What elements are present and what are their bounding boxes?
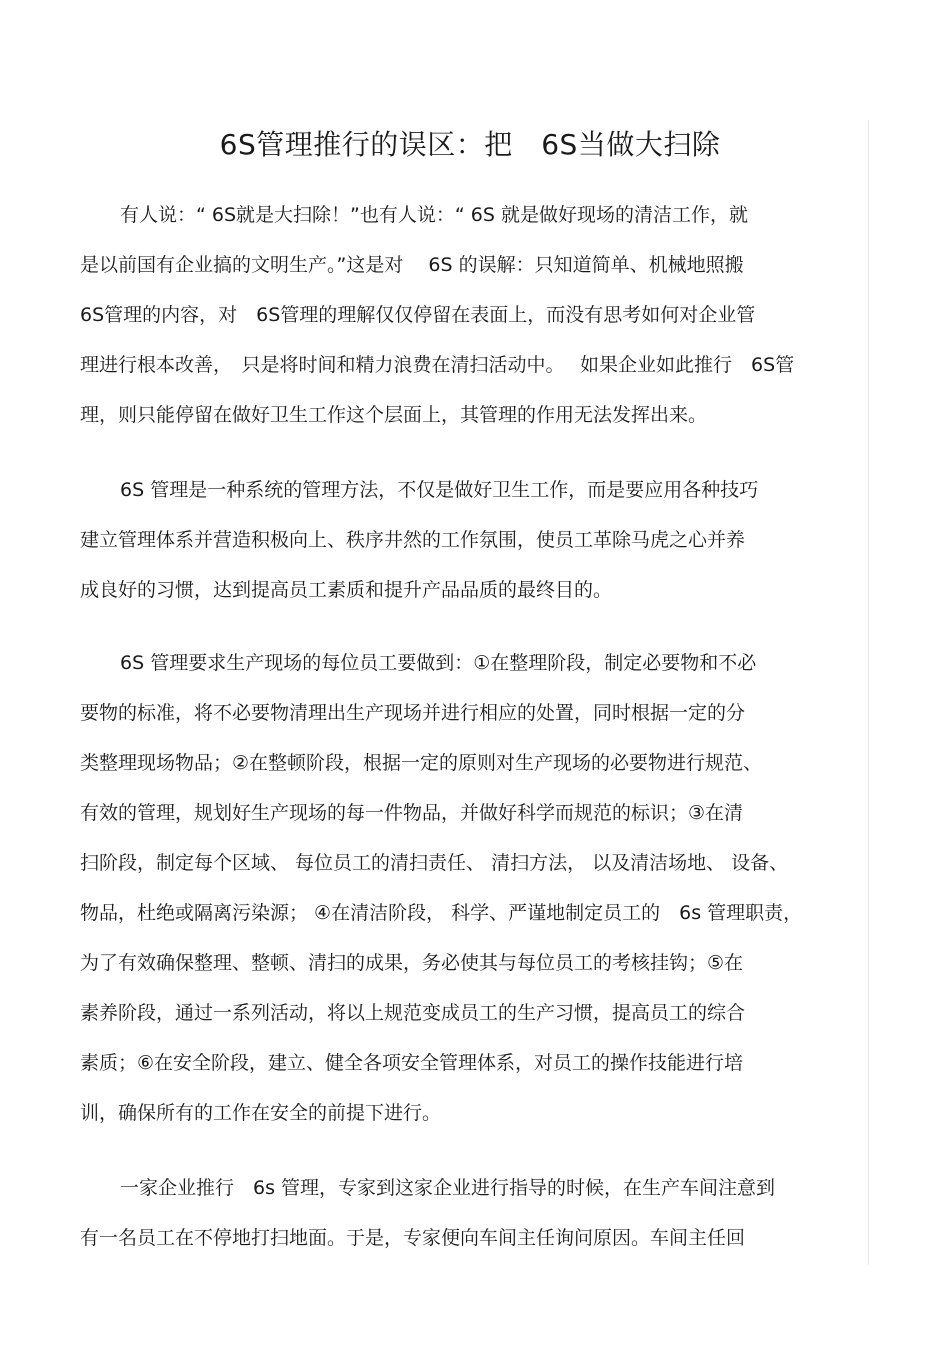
paragraph-3	[80, 648, 870, 1148]
paragraph-line: 是以前国有企业搞的文明生产。”这是对 6S 的误解：只知道简单、机械地照搬	[80, 254, 744, 276]
paragraph-line: 扫阶段，制定每个区域、 每位员工的清扫责任、 清扫方法， 以及清洁场地、 设备、	[80, 852, 789, 874]
paragraph-1	[80, 200, 870, 450]
paragraph-line: 6S 管理是一种系统的管理方法，不仅是做好卫生工作，而是要应用各种技巧	[120, 479, 759, 501]
paragraph-4	[80, 1173, 870, 1273]
paragraph-line: 类整理现场物品；②在整顿阶段，根据一定的原则对生产现场的必要物进行规范、	[80, 752, 763, 774]
paragraph-line: 有一名员工在不停地打扫地面。于是，专家便向车间主任询问原因。车间主任回	[80, 1227, 746, 1249]
paragraph-line: 有人说：“ 6S就是大扫除！”也有人说：“ 6S 就是做好现场的清洁工作，就	[120, 204, 748, 226]
paragraph-line: 物品，杜绝或隔离污染源； ④在清洁阶段， 科学、严谨地制定员工的 6s 管理职责，	[80, 902, 803, 924]
paragraph-line: 理进行根本改善， 只是将时间和精力浪费在清扫活动中。 如果企业如此推行 6S管	[80, 354, 795, 376]
paragraph-2	[80, 475, 870, 625]
paragraph-line: 成良好的习惯，达到提高员工素质和提升产品品质的最终目的。	[80, 579, 613, 601]
paragraph-line: 要物的标准，将不必要物清理出生产现场并进行相应的处置，同时根据一定的分	[80, 702, 746, 724]
paragraph-line: 一家企业推行 6s 管理，专家到这家企业进行指导的时候，在生产车间注意到	[120, 1177, 776, 1199]
paragraph-line: 理，则只能停留在做好卫生工作这个层面上，其管理的作用无法发挥出来。	[80, 404, 708, 426]
paragraph-line: 训，确保所有的工作在安全的前提下进行。	[80, 1102, 442, 1124]
paragraph-line: 6S管理的内容，对 6S管理的理解仅仅停留在表面上，而没有思考如何对企业管	[80, 304, 756, 326]
paragraph-line: 素质；⑥在安全阶段，建立、健全各项安全管理体系，对员工的操作技能进行培	[80, 1052, 744, 1074]
paragraph-line: 有效的管理，规划好生产现场的每一件物品，并做好科学而规范的标识；③在清	[80, 802, 744, 824]
page-title: 6S管理推行的误区：把 6S当做大扫除	[219, 128, 721, 161]
paragraph-line: 为了有效确保整理、整顿、清扫的成果，务必使其与每位员工的考核挂钩；⑤在	[80, 952, 744, 974]
paragraph-line: 6S 管理要求生产现场的每位员工要做到：①在整理阶段，制定必要物和不必	[120, 652, 757, 674]
paragraph-line: 建立管理体系并营造积极向上、秩序井然的工作氛围，使员工革除马虎之心并养	[80, 529, 746, 551]
paragraph-line: 素养阶段，通过一系列活动，将以上规范变成员工的生产习惯，提高员工的综合	[80, 1002, 746, 1024]
